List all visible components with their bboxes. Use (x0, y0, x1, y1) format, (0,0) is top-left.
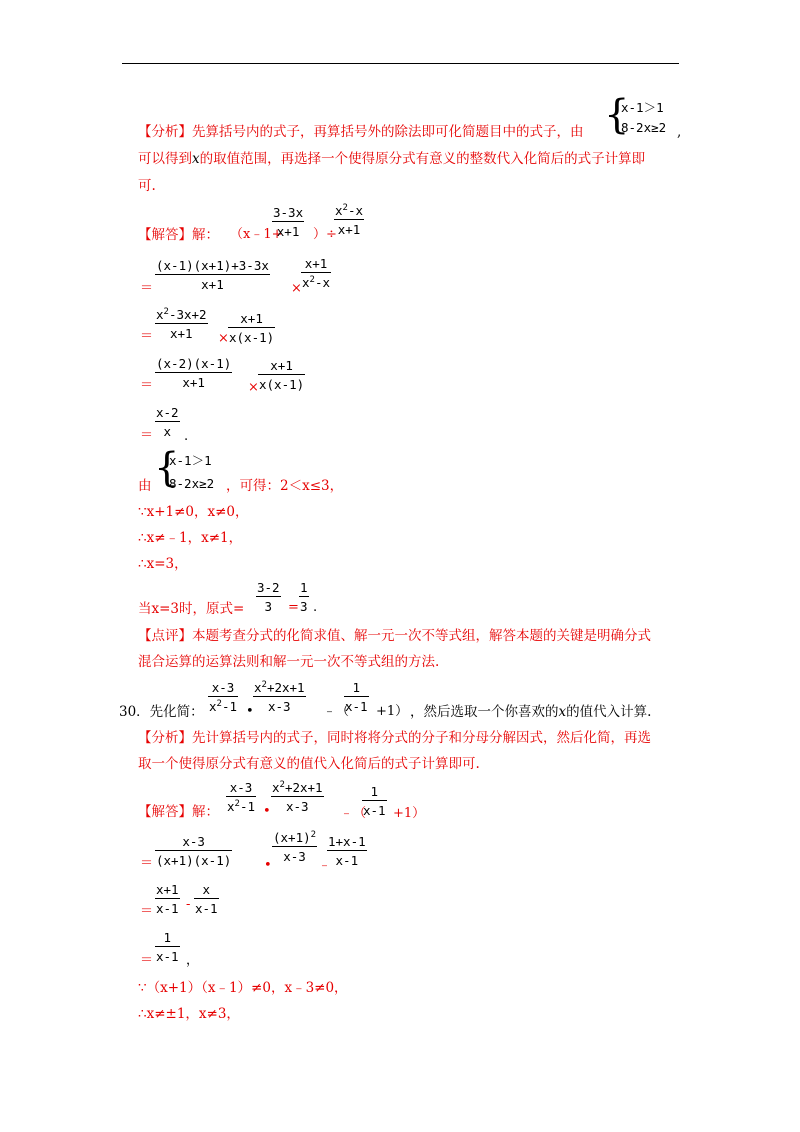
a2-step2-fraction-b: x x-1 (195, 882, 218, 916)
analysis-tag: 【分析】 (138, 730, 192, 746)
eq-sign: ＝ (140, 281, 154, 296)
step4-fraction: x-2 x (156, 405, 179, 439)
a2-fraction-1: x-3 $x^2-1$ (227, 780, 256, 814)
comment-tag: 【点评】 (138, 628, 192, 644)
a2-step1-fraction-a: x-3 (x+1)(x-1) (156, 834, 232, 868)
answer1-open: （x﹣1+ (230, 227, 283, 242)
system-line-b: 8-2x≥2 (621, 120, 667, 135)
dot-operator: • (263, 804, 271, 819)
answer-tag: 【解答】 (138, 227, 192, 243)
when-x-3: 当x=3时，原式= (138, 601, 245, 617)
result-fraction: 1 3 (300, 580, 308, 614)
reason-line-2: ∴x≠﹣1，x≠1， (138, 530, 243, 546)
q30-fraction-2: $x^2+2x+1$ x-3 (254, 680, 305, 714)
plus-one-close: +1） (376, 704, 409, 719)
eq-sign: ＝ (140, 329, 154, 344)
answer-tag: 【解答】 (138, 804, 192, 820)
period: . (184, 429, 189, 444)
question-30-tail: ，然后选取一个你喜欢的x的值代入计算. (410, 704, 652, 720)
sys-result: ，可得：2＜x≤3， (226, 478, 344, 494)
step1-fraction-a: (x-1)(x+1)+3-3x x+1 (156, 258, 269, 292)
system-line-b: 8-2x≥2 (169, 476, 215, 491)
analysis2-line1: 【分析】先计算括号内的式子，同时将将分式的分子和分母分解因式，然后化简，再选 (138, 730, 651, 746)
analysis1-line3: 可. (138, 178, 156, 194)
minus-sign: ﹣ (318, 858, 332, 873)
times-sign: × (291, 281, 302, 296)
q30-fraction-1: x-3 $x^2-1$ (209, 680, 238, 714)
fraction-x2-x: $x^2-x$ x+1 (335, 203, 364, 237)
header-rule (122, 63, 679, 64)
question-30-label: 30．先化简： (119, 704, 204, 720)
step3-fraction-a: (x-2)(x-1) x+1 (156, 356, 232, 390)
answer2-header: 【解答】解： (138, 804, 219, 820)
analysis1-comma: , (677, 124, 682, 140)
eq-sign: ＝ (140, 856, 154, 871)
analysis2-line2: 取一个使得原分式有意义的值代入化简后的式子计算即可. (138, 756, 480, 772)
system-brace: { (604, 92, 630, 138)
dot-operator: • (246, 704, 254, 719)
plus-one-close: +1） (393, 806, 426, 821)
eq-sign: = (288, 600, 299, 615)
a2-step1-fraction-c: 1+x-1 x-1 (328, 834, 366, 868)
value-fraction: 3-2 3 (257, 580, 280, 614)
comment1-line1: 【点评】本题考查分式的化简求值、解一元一次不等式组，解答本题的关键是明确分式 (138, 628, 651, 644)
eq-sign: ＝ (140, 428, 154, 443)
comma: ， (186, 953, 200, 968)
analysis-tag: 【分析】 (138, 124, 192, 140)
system-brace: { (154, 445, 180, 491)
a2-step3-fraction: 1 x-1 (156, 930, 179, 964)
step3-fraction-b: x+1 x(x-1) (259, 358, 305, 392)
a2-reason-line-1: ∵（x+1）（x﹣1）≠0，x﹣3≠0， (138, 980, 348, 996)
eq-sign: ＝ (140, 904, 154, 919)
a2-reason-line-2: ∴x≠±1，x≠3， (138, 1006, 240, 1022)
minus-open: ﹣（ (340, 806, 367, 821)
period: . (313, 600, 318, 615)
a2-fraction-2: $x^2+2x+1$ x-3 (272, 780, 323, 814)
eq-sign: ＝ (140, 378, 154, 393)
minus-sign: - (186, 897, 191, 912)
reason-line-3: ∴x=3， (138, 556, 188, 572)
analysis1-line2: 可以得到x的取值范围，再选择一个使得原分式有意义的整数代入化简后的式子计算即 (138, 151, 646, 167)
times-sign: × (218, 331, 229, 346)
reason-line-1: ∵x+1≠0，x≠0， (138, 504, 249, 520)
sys-pre: 由 (138, 478, 152, 494)
comment1-line2: 混合运算的运算法则和解一元一次不等式组的方法. (138, 654, 440, 670)
a2-step1-fraction-b: $(x+1)^2$ x-3 (273, 830, 317, 864)
eq-sign: ＝ (140, 953, 154, 968)
system-line-a: x-1＞1 (621, 100, 664, 115)
q30-fraction-3: 1 x-1 (345, 680, 368, 714)
answer1-header: 【解答】解： (138, 227, 219, 243)
analysis1-line1: 【分析】先算括号内的式子，再算括号外的除法即可化简题目中的式子，由 (138, 124, 584, 140)
a2-fraction-3: 1 x-1 (363, 784, 386, 818)
dot-operator: • (264, 858, 272, 873)
answer1-close-div: ）÷ (313, 227, 337, 242)
step2-fraction-b: x+1 x(x-1) (229, 311, 275, 345)
fraction-3-3x: 3-3x x+1 (273, 205, 304, 239)
step1-fraction-b: x+1 $x^2-x$ (302, 256, 331, 290)
times-sign: × (248, 380, 259, 395)
minus-open: ﹣（ (323, 704, 350, 719)
a2-step2-fraction-a: x+1 x-1 (156, 882, 179, 916)
system-line-a: x-1＞1 (169, 453, 212, 468)
step2-fraction-a: $x^2-3x+2$ x+1 (156, 307, 207, 341)
